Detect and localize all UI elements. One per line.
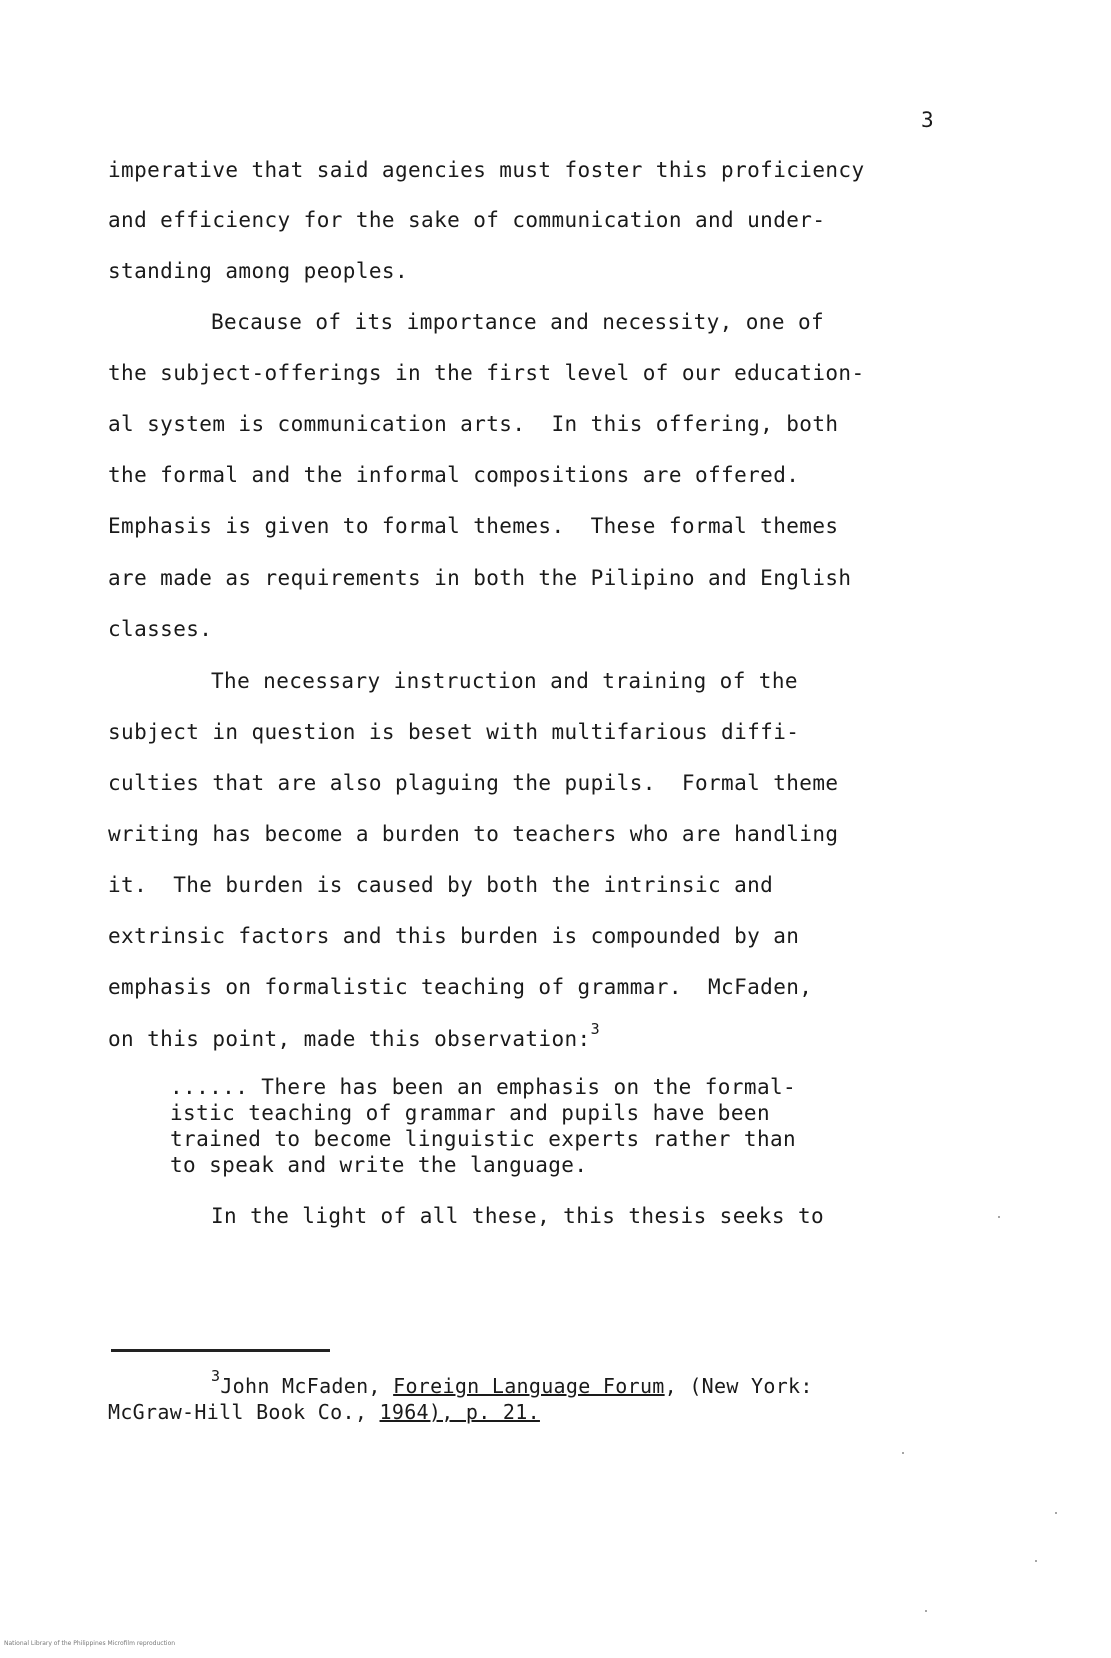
body-line: emphasis on formalistic teaching of grammar. McFaden, (108, 975, 813, 999)
body-line: on this point, made this observation: (108, 1027, 591, 1051)
footnote-divider (111, 1349, 330, 1352)
body-line: The necessary instruction and training of the (211, 669, 798, 693)
scan-watermark: National Library of the Philippines Microfilm reproduction (4, 1640, 176, 1647)
scan-speck (902, 1452, 904, 1454)
scan-speck (998, 1216, 1000, 1218)
scan-speck (1055, 1512, 1057, 1514)
footnote-author: John McFaden, (220, 1374, 394, 1398)
body-line: subject in question is beset with multifarious diffi- (108, 720, 800, 744)
footnote-line-1 (211, 1367, 813, 1398)
footnote-reference: 3 (590, 1020, 601, 1038)
body-line: writing has become a burden to teachers who are handling (108, 822, 839, 846)
scan-speck (1035, 1560, 1037, 1562)
footnote-publisher-start: , (New York: (664, 1374, 813, 1398)
body-line: the formal and the informal compositions are offered. (108, 463, 800, 487)
body-line: and efficiency for the sake of communication and under- (108, 208, 826, 232)
quote-line: trained to become linguistic experts rather than (170, 1127, 797, 1151)
body-line: Because of its importance and necessity, one of (211, 310, 825, 334)
footnote-line-2 (108, 1400, 540, 1424)
quote-line: to speak and write the language. (170, 1153, 588, 1177)
footnote-year-page: 1964), p. 21. (379, 1400, 540, 1424)
body-line: it. The burden is caused by both the intrinsic and (108, 873, 774, 897)
body-line: extrinsic factors and this burden is compounded by an (108, 924, 800, 948)
footnote-marker: 3 (211, 1367, 221, 1385)
footnote-title: Foreign Language Forum (393, 1374, 665, 1398)
body-line: classes. (108, 617, 213, 641)
body-line: are made as requirements in both the Pilipino and English (108, 566, 852, 590)
body-line: imperative that said agencies must foster this proficiency (108, 158, 865, 182)
body-line: the subject-offerings in the first level of our education- (108, 361, 865, 385)
body-line: al system is communication arts. In this offering, both (108, 412, 839, 436)
footnote-publisher: McGraw-Hill Book Co., (108, 1400, 380, 1424)
closing-line: In the light of all these, this thesis seeks to (211, 1204, 825, 1228)
body-line-with-ref (108, 1020, 601, 1051)
body-line: Emphasis is given to formal themes. These formal themes (108, 514, 839, 538)
body-line: standing among peoples. (108, 259, 408, 283)
quote-line: ...... There has been an emphasis on the formal- (170, 1075, 797, 1099)
body-line: culties that are also plaguing the pupils. Formal theme (108, 771, 839, 795)
page-number: 3 (921, 108, 934, 132)
quote-line: istic teaching of grammar and pupils have been (170, 1101, 770, 1125)
scan-speck (925, 1610, 927, 1612)
